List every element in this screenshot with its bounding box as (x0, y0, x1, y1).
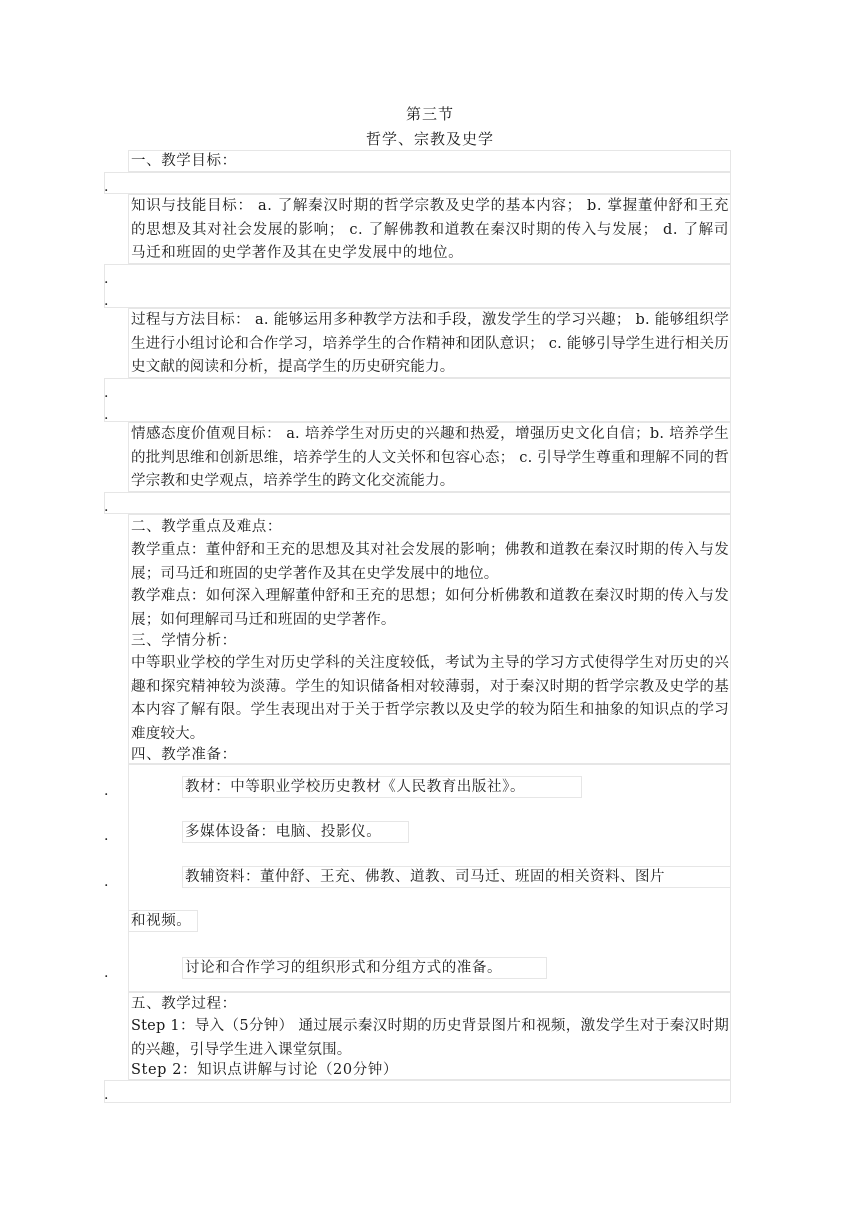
goals-heading: 一、教学目标： (131, 153, 237, 169)
knowledge-goal-text: 知识与技能目标： a. 了解秦汉时期的哲学宗教及史学的基本内容； b. 掌握董仲舒和王充的思想及其对社会发展的影响； c. 了解佛教和道教在秦汉时期的传入与发展； d. 了解司马迁和班固的史学著作及其在史学发展中的地位。 (131, 198, 729, 261)
bullet-marker: . (104, 499, 109, 515)
spacer-box (104, 492, 731, 514)
prep-heading: 四、教学准备： (131, 747, 237, 763)
step2-text: Step 2：知识点讲解与讨论（20分钟） (131, 1062, 399, 1078)
prep-item-grouping: 讨论和合作学习的组织形式和分组方式的准备。 (185, 960, 503, 976)
process-goal-text: 过程与方法目标： a. 能够运用多种教学方法和手段，激发学生的学习兴趣； b. 能够组织学生进行小组讨论和合作学习，培养学生的合作精神和团队意识； c. 能够引导学生进行相关历史文献的阅读和分析，提高学生的历史研究能力。 (131, 312, 729, 375)
prep-item-textbook: 教材：中等职业学校历史教材《人民教育出版社》。 (185, 779, 526, 795)
list-bullet: . (104, 783, 109, 799)
section-number: 第三节 (405, 105, 454, 123)
spacer-box (104, 172, 731, 194)
spacer-box (104, 264, 731, 308)
prep-item-multimedia: 多媒体设备：电脑、投影仪。 (185, 824, 382, 840)
analysis-text: 中等职业学校的学生对历史学科的关注度较低，考试为主导的学习方式使得学生对历史的兴趣和探究精神较为淡薄。学生的知识储备相对较薄弱，对于秦汉时期的哲学宗教及史学的基本内容了解有限。学生表现出对于关于哲学宗教以及史学的较为陌生和抽象的知识点的学习难度较大。 (131, 655, 729, 742)
bullet-marker: . (104, 293, 109, 309)
bullet-marker: . (104, 179, 109, 195)
list-bullet: . (104, 965, 109, 981)
list-bullet: . (104, 828, 109, 844)
step1-text: Step 1：导入（5分钟） 通过展示秦汉时期的历史背景图片和视频，激发学生对于秦汉时期的兴趣，引导学生进入课堂氛围。 (131, 1018, 729, 1058)
spacer-box (104, 1080, 731, 1103)
prep-item-materials-cont: 和视频。 (131, 913, 192, 929)
keypoints-heading: 二、教学重点及难点： (131, 519, 282, 535)
bullet-marker: . (104, 271, 109, 287)
bullet-marker: . (104, 1087, 109, 1103)
process-heading: 五、教学过程： (131, 996, 237, 1012)
bullet-marker: . (104, 385, 109, 401)
teaching-difficulty-text: 教学难点：如何深入理解董仲舒和王充的思想；如何分析佛教和道教在秦汉时期的传入与发展；如何理解司马迁和班固的史学著作。 (131, 588, 729, 628)
bullet-marker: . (104, 407, 109, 423)
list-bullet: . (104, 874, 109, 890)
emotion-goal-text: 情感态度价值观目标： a. 培养学生对历史的兴趣和热爱，增强历史文化自信；b. 培养学生的批判思维和创新思维，培养学生的人文关怀和包容心态； c. 引导学生尊重和理解不同的哲学宗教和史学观点，培养学生的跨文化交流能力。 (131, 426, 729, 489)
analysis-heading: 三、学情分析： (131, 633, 237, 649)
prep-item-materials: 教辅资料：董仲舒、王充、佛教、道教、司马迁、班固的相关资料、图片 (185, 869, 665, 885)
teaching-focus-text: 教学重点：董仲舒和王充的思想及其对社会发展的影响；佛教和道教在秦汉时期的传入与发展；司马迁和班固的史学著作及其在史学发展中的地位。 (131, 542, 729, 582)
page-title: 哲学、宗教及史学 (365, 130, 494, 148)
spacer-box (104, 378, 731, 422)
